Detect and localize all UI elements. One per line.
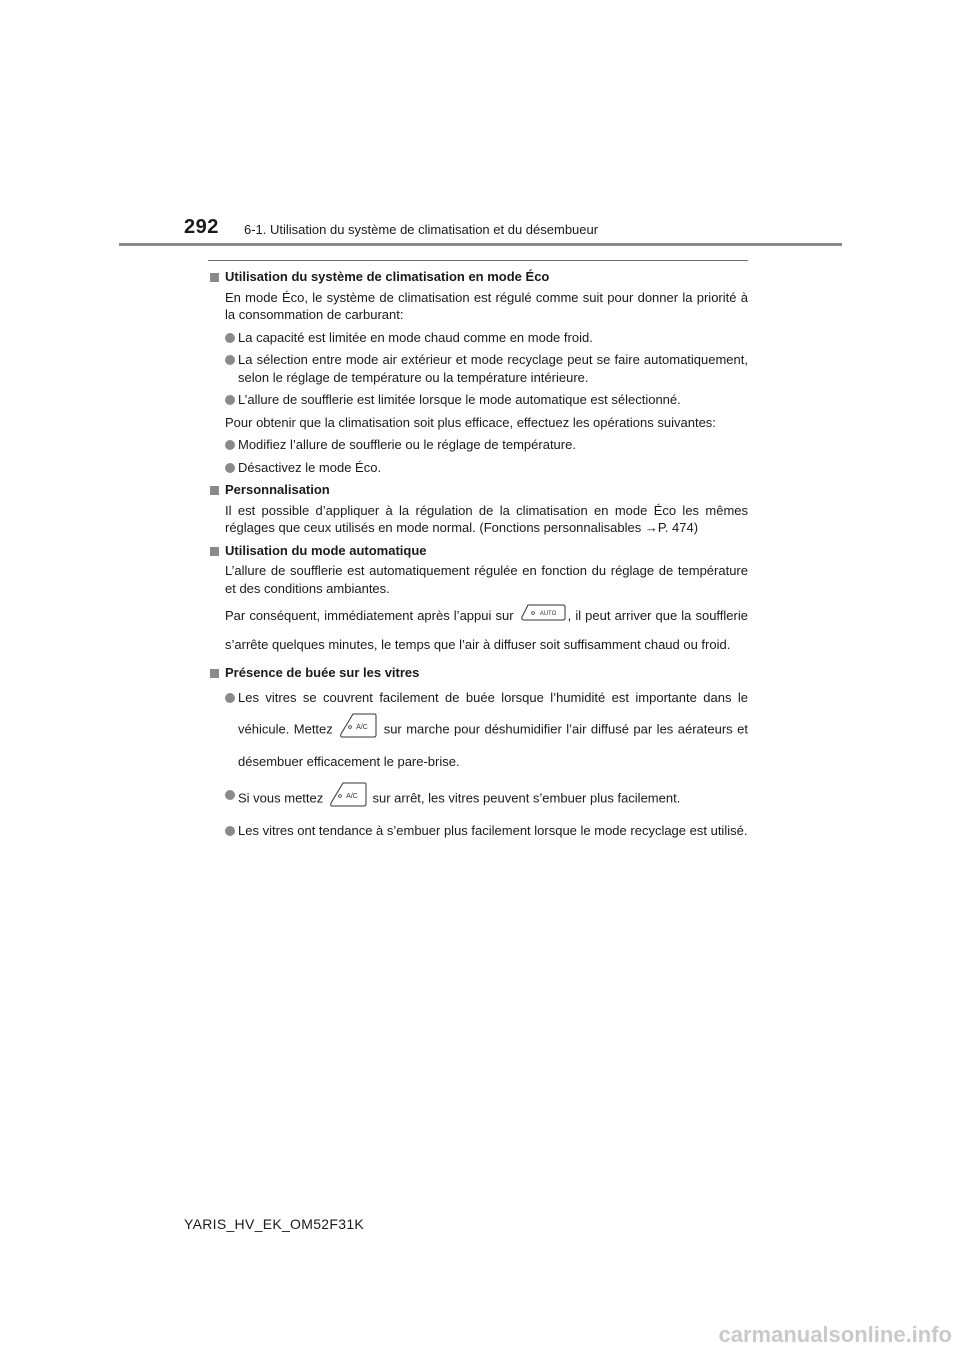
watermark: carmanualsonline.info: [718, 1322, 952, 1347]
fog-bullet-1-after: sur marche pour déshumidifier l’air diffusé par les aérateurs et désembuer efficacement le pare-brise.: [238, 721, 748, 770]
eco-bullet-1: [210, 329, 748, 347]
page-content: [210, 268, 748, 845]
eco-heading: [210, 268, 748, 286]
round-bullet-icon: [225, 440, 235, 450]
auto-text-2-after: , il peut arriver que la soufflerie s’arrête quelques minutes, le temps que l’air à diffuser soit suffisamment chaud ou froid.: [225, 608, 748, 652]
auto-text-2: [210, 602, 748, 659]
fog-bullet-3-text: Les vitres ont tendance à s’embuer plus facilement lorsque le mode recyclage est utilisé.: [238, 823, 748, 839]
fog-bullet-1: [210, 684, 748, 776]
eco-intro: En mode Éco, le système de climatisation est régulé comme suit pour donner la priorité à la consommation de carburant:: [225, 289, 748, 322]
eco-bullet-3-text: L’allure de soufflerie est limitée lorsque le mode automatique est sélectionné.: [238, 392, 681, 407]
auto-text-2-before: Par conséquent, immédiatement après l’appui sur: [225, 608, 514, 623]
eco-bullet-5: [210, 459, 748, 477]
square-bullet-icon: [210, 547, 219, 556]
fog-bullet-2-before: Si vous mettez: [238, 790, 324, 806]
manual-code: YARIS_HV_EK_OM52F31K: [184, 1216, 365, 1232]
fog-bullet-2-after: sur arrêt, les vitres peuvent s’embuer plus facilement.: [372, 790, 681, 806]
round-bullet-icon: [225, 355, 235, 365]
ac-button-label: A/C: [356, 724, 369, 732]
ac-button-label: A/C: [346, 793, 358, 801]
square-bullet-icon: [210, 273, 219, 282]
page-number: 292: [184, 216, 219, 238]
content-rule: [208, 260, 748, 261]
section-title: 6-1. Utilisation du système de climatisation et du désembueur: [244, 222, 599, 237]
fog-bullet-3: [210, 822, 748, 840]
square-bullet-icon: [210, 669, 219, 678]
header-rule: [119, 243, 842, 246]
auto-text-1: L’allure de soufflerie est automatiquement régulée en fonction du réglage de température et des conditions ambiantes.: [225, 563, 748, 596]
fog-heading-text: Présence de buée sur les vitres: [225, 664, 420, 680]
custom-heading: [210, 481, 748, 499]
round-bullet-icon: [225, 693, 235, 703]
round-bullet-icon: [225, 333, 235, 343]
custom-heading-text: Personnalisation: [225, 482, 330, 497]
auto-button-label: AUTO: [539, 610, 556, 617]
eco-heading-text: Utilisation du système de climatisation en mode Éco: [225, 269, 550, 284]
auto-button-icon: [520, 603, 566, 631]
fog-bullet-1-before: Les vitres se couvrent facilement de buée lorsque l’humidité est importante dans le véhicule. Mettez: [238, 690, 748, 737]
eco-bullet-1-text: La capacité est limitée en mode chaud comme en mode froid.: [238, 329, 593, 345]
eco-bullet-5-text: Désactivez le mode Éco.: [238, 459, 382, 475]
square-bullet-icon: [210, 486, 219, 495]
auto-heading: [210, 542, 748, 560]
eco-bullet-2: [210, 351, 748, 386]
fog-heading: [210, 664, 748, 682]
ac-button-icon: [329, 781, 367, 817]
round-bullet-icon: [225, 395, 235, 405]
custom-text: Il est possible d’appliquer à la régulation de la climatisation en mode Éco les mêmes réglages que ceux utilisés en mode normal. (Fonctions personnalisables →P. 474): [225, 502, 748, 535]
ac-button-icon: [339, 712, 377, 748]
fog-bullet-2: [210, 781, 748, 817]
auto-heading-text: Utilisation du mode automatique: [225, 542, 427, 558]
round-bullet-icon: [225, 463, 235, 473]
eco-bullet-4: [210, 436, 748, 454]
round-bullet-icon: [225, 790, 235, 800]
eco-bullet-2-text: La sélection entre mode air extérieur et mode recyclage peut se faire automatiquement, selon le réglage de température ou la température intérieure.: [238, 352, 748, 385]
eco-bullet-3: [210, 391, 748, 409]
round-bullet-icon: [225, 826, 235, 836]
eco-para-2: Pour obtenir que la climatisation soit plus efficace, effectuez les opérations suivantes:: [225, 414, 716, 430]
eco-bullet-4-text: Modifiez l’allure de soufflerie ou le réglage de température.: [238, 437, 576, 452]
